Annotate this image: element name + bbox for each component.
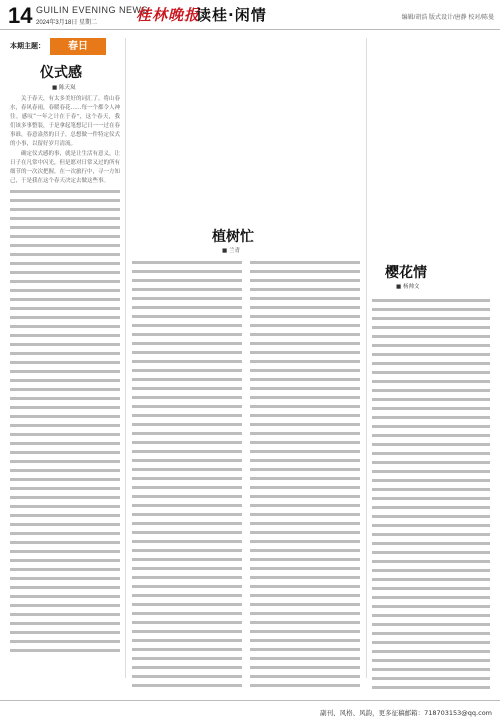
article-1-paragraph: 关于春天，有太多美好的词汇了。将山春水，春风春雨，春暖春花……每一个都令人神往。感叹“一年之计在于春”，这个春天，我们该多事整装，于是拿起笔想记日一一过在春事谁，春意盎然的日子，总想做一件特定仪式的小事，以留好岁月清流。 xyxy=(10,96,120,147)
page-footer xyxy=(0,700,500,724)
article-author-1: ■ 陈天岚 xyxy=(52,85,76,91)
editor-credits: 编辑/胡浩 版式设计/唐静 校对/陈曼 xyxy=(401,15,494,21)
article-1-paragraph: 确定仪式感的事，就是让生活有意义，让日子在凡常中闪光，但是愿对日常又过的所有细节的一次次把握，在一次旅行中，寻一方知己，于是我在这个春天决定去做这些事。 xyxy=(10,151,120,184)
column-divider xyxy=(125,38,126,678)
column-divider xyxy=(366,38,367,678)
article-3-body xyxy=(372,296,490,693)
article-2-column-1 xyxy=(132,258,242,693)
article-title-1: 仪式感 xyxy=(40,65,82,81)
article-title-3: 樱花情 xyxy=(385,265,427,281)
page-number: 14 xyxy=(8,3,33,28)
section-title: 读桂·闲情 xyxy=(196,6,267,24)
footer-contact: 副刊、风格、风韵，更多征稿邮箱：718703153@qq.com xyxy=(320,709,492,717)
page-header xyxy=(0,0,500,30)
theme-label: 本期主题： xyxy=(10,42,45,50)
article-author-3: ■ 杨帅文 xyxy=(396,284,420,290)
paper-name-en: GUILIN EVENING NEWS xyxy=(36,5,149,15)
theme-tag: 春日 xyxy=(50,38,106,55)
paper-brand-logo: 桂林晚报 xyxy=(136,6,201,24)
article-author-2: ■ 兰青 xyxy=(222,248,240,254)
article-1-text-block xyxy=(10,187,120,657)
article-1-body xyxy=(10,95,120,695)
article-2-column-2 xyxy=(250,258,360,693)
article-title-2: 植树忙 xyxy=(212,229,254,245)
theme-box xyxy=(10,38,106,56)
issue-date: 2024年3月18日 星期二 xyxy=(36,20,98,26)
